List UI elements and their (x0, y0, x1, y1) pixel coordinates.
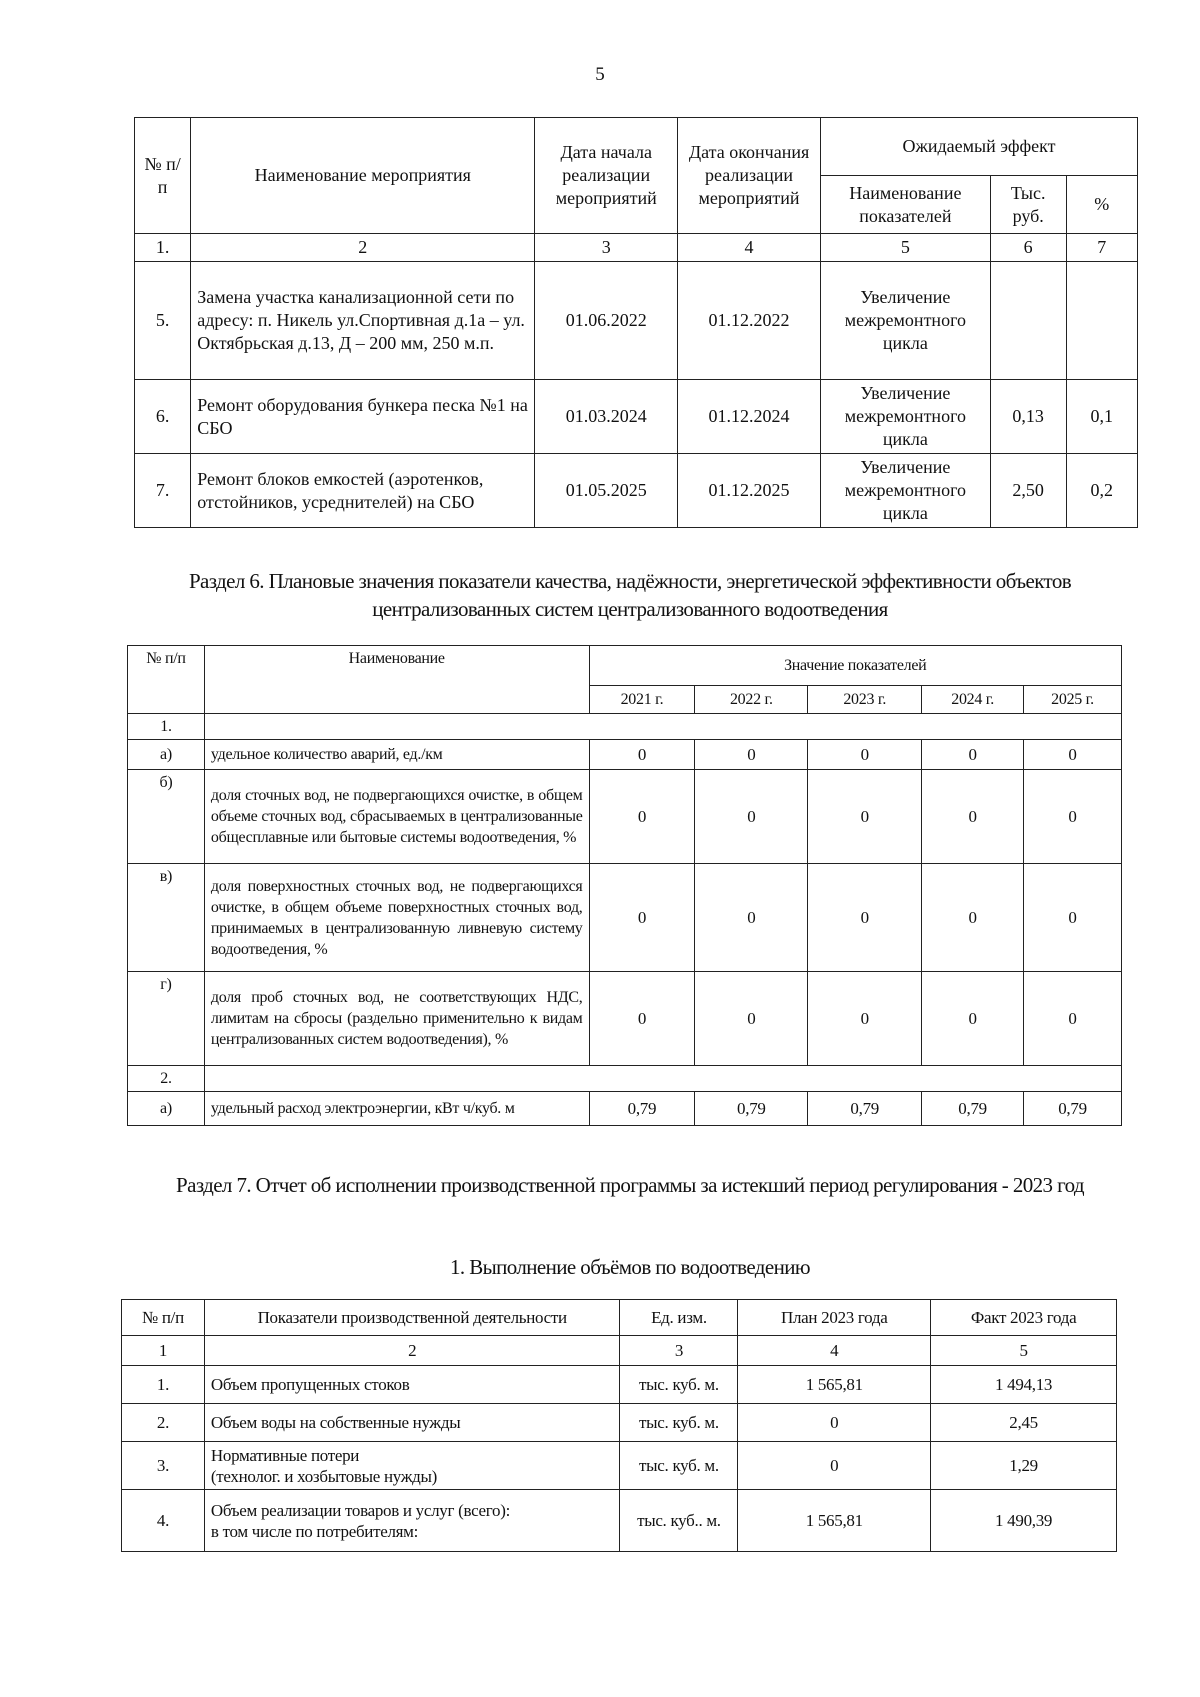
col-number-row (122, 1336, 1117, 1366)
col-number: 4 (738, 1336, 931, 1366)
row-value: 0,79 (1024, 1092, 1122, 1126)
row-num: в) (128, 864, 205, 972)
indicators-table (127, 645, 1122, 1126)
table-row (128, 1092, 1122, 1126)
activities-table (134, 117, 1138, 528)
row-name: Ремонт оборудования бункера песка №1 на СБО (191, 380, 535, 454)
col-number: 4 (678, 234, 821, 262)
row-num: а) (128, 740, 205, 770)
header-name: Наименование (204, 646, 589, 714)
col-number: 6 (990, 234, 1066, 262)
row-name: доля сточных вод, не подвергающихся очистке, в общем объеме сточных вод, сбрасываемых в централизованные общесплавные или бытовые системы водоотведения, % (204, 770, 589, 864)
row-name-cell (204, 1442, 620, 1490)
header-effect: Ожидаемый эффект (820, 118, 1137, 176)
row-name-note: (технолог. и хозбытовые нужды) (210, 1466, 438, 1486)
row-start: 01.05.2025 (535, 454, 678, 528)
row-pct (1066, 262, 1137, 380)
header-fact: Факт 2023 года (931, 1300, 1117, 1336)
row-pct: 0,2 (1066, 454, 1137, 528)
group-spacer (204, 714, 1121, 740)
table-row (128, 740, 1122, 770)
col-number-row (135, 234, 1138, 262)
row-indicator: Увеличение межремонтного цикла (820, 454, 990, 528)
group-row (128, 714, 1122, 740)
row-plan: 1 565,81 (738, 1490, 931, 1552)
row-value: 0 (1024, 770, 1122, 864)
section7-subtitle: 1. Выполнение объёмов по водоотведению (450, 1255, 810, 1279)
row-value: 0,79 (922, 1092, 1024, 1126)
col-number: 1. (135, 234, 191, 262)
group-row (128, 1066, 1122, 1092)
row-name: удельное количество аварий, ед./км (204, 740, 589, 770)
row-unit: тыс. куб. м. (620, 1442, 738, 1490)
row-value: 0 (1024, 972, 1122, 1066)
row-value: 0 (922, 864, 1024, 972)
section7-title: Раздел 7. Отчет об исполнении производственной программы за истекший период регулирования - 2023 год (176, 1173, 1084, 1197)
col-number: 5 (931, 1336, 1117, 1366)
row-value: 0 (695, 740, 808, 770)
col-number: 1 (122, 1336, 205, 1366)
row-num: 5. (135, 262, 191, 380)
row-plan: 1 565,81 (738, 1366, 931, 1404)
row-name: удельный расход электроэнергии, кВт ч/куб. м (204, 1092, 589, 1126)
header-num: № п/п (122, 1300, 205, 1336)
col-number: 2 (204, 1336, 620, 1366)
row-value: 0 (922, 972, 1024, 1066)
row-unit: тыс. куб. м. (620, 1404, 738, 1442)
table-row (128, 972, 1122, 1066)
row-fact: 1 490,39 (931, 1490, 1117, 1552)
row-num: б) (128, 770, 205, 864)
row-num: 7. (135, 454, 191, 528)
group-num: 2. (128, 1066, 205, 1092)
row-end: 01.12.2025 (678, 454, 821, 528)
row-value: 0 (589, 770, 695, 864)
row-name-note: в том числе по потребителям: (210, 1521, 419, 1541)
row-num: 1. (122, 1366, 205, 1404)
row-name: доля поверхностных сточных вод, не подвергающихся очистке, в общем объеме поверхностных сточных вод, принимаемых в централизованную ливневую систему водоотведения, % (204, 864, 589, 972)
row-name: Ремонт блоков емкостей (аэротенков, отстойников, усреднителей) на СБО (191, 454, 535, 528)
row-value: 0,79 (695, 1092, 808, 1126)
header-start: Дата начала реализации мероприятий (535, 118, 678, 234)
row-rub (990, 262, 1066, 380)
col-number: 5 (820, 234, 990, 262)
page-number: 5 (595, 64, 605, 85)
table-row (135, 262, 1138, 380)
row-name: Объем воды на собственные нужды (204, 1404, 620, 1442)
row-plan: 0 (738, 1404, 931, 1442)
header-year: 2022 г. (695, 686, 808, 714)
row-indicator: Увеличение межремонтного цикла (820, 380, 990, 454)
header-num: № п/п (128, 646, 205, 714)
col-number: 2 (191, 234, 535, 262)
row-value: 0 (808, 864, 922, 972)
row-unit: тыс. куб. м. (620, 1366, 738, 1404)
table-row (122, 1366, 1117, 1404)
header-name: Наименование мероприятия (191, 118, 535, 234)
row-pct: 0,1 (1066, 380, 1137, 454)
row-value: 0 (589, 864, 695, 972)
row-value: 0 (808, 770, 922, 864)
row-plan: 0 (738, 1442, 931, 1490)
row-name-cell (204, 1490, 620, 1552)
row-name: доля проб сточных вод, не соответствующих НДС, лимитам на сбросы (раздельно применительно к видам централизованных систем водоотведения), % (204, 972, 589, 1066)
row-num: 2. (122, 1404, 205, 1442)
row-fact: 2,45 (931, 1404, 1117, 1442)
row-value: 0 (695, 972, 808, 1066)
row-value: 0 (922, 770, 1024, 864)
row-rub: 0,13 (990, 380, 1066, 454)
header-year: 2025 г. (1024, 686, 1122, 714)
group-num: 1. (128, 714, 205, 740)
header-end: Дата окончания реализации мероприятий (678, 118, 821, 234)
table-row (122, 1442, 1117, 1490)
row-name: Нормативные потери (210, 1445, 360, 1465)
section6-title: Раздел 6. Плановые значения показатели качества, надёжности, энергетической эффективности объектов централизованных систем централизованного водоотведения (188, 569, 1072, 621)
col-number: 3 (620, 1336, 738, 1366)
col-number: 3 (535, 234, 678, 262)
row-value: 0 (695, 770, 808, 864)
header-year: 2021 г. (589, 686, 695, 714)
row-value: 0 (808, 740, 922, 770)
header-pct: % (1066, 176, 1137, 234)
row-num: 6. (135, 380, 191, 454)
table-row (122, 1490, 1117, 1552)
table-row (135, 454, 1138, 528)
row-num: 4. (122, 1490, 205, 1552)
col-number: 7 (1066, 234, 1137, 262)
row-name: Замена участка канализационной сети по адресу: п. Никель ул.Спортивная д.1а – ул. Октябрьская д.13, Д – 200 мм, 250 м.п. (191, 262, 535, 380)
row-num: 3. (122, 1442, 205, 1490)
row-name: Объем реализации товаров и услуг (всего): (210, 1500, 511, 1520)
table-row (128, 770, 1122, 864)
row-name: Объем пропущенных стоков (204, 1366, 620, 1404)
row-fact: 1 494,13 (931, 1366, 1117, 1404)
header-indicator: Наименование показателей (820, 176, 990, 234)
row-value: 0,79 (589, 1092, 695, 1126)
row-start: 01.03.2024 (535, 380, 678, 454)
header-year: 2023 г. (808, 686, 922, 714)
header-values: Значение показателей (589, 646, 1122, 686)
row-value: 0 (922, 740, 1024, 770)
row-end: 01.12.2022 (678, 262, 821, 380)
row-fact: 1,29 (931, 1442, 1117, 1490)
header-num: № п/п (135, 118, 191, 234)
header-indicator: Показатели производственной деятельности (204, 1300, 620, 1336)
header-rub: Тыс. руб. (990, 176, 1066, 234)
row-num: а) (128, 1092, 205, 1126)
table-row (135, 380, 1138, 454)
row-value: 0 (589, 740, 695, 770)
row-value: 0 (695, 864, 808, 972)
row-start: 01.06.2022 (535, 262, 678, 380)
row-value: 0,79 (808, 1092, 922, 1126)
row-value: 0 (589, 972, 695, 1066)
group-spacer (204, 1066, 1121, 1092)
row-end: 01.12.2024 (678, 380, 821, 454)
table-row (122, 1404, 1117, 1442)
row-indicator: Увеличение межремонтного цикла (820, 262, 990, 380)
row-num: г) (128, 972, 205, 1066)
row-unit: тыс. куб.. м. (620, 1490, 738, 1552)
header-year: 2024 г. (922, 686, 1024, 714)
row-rub: 2,50 (990, 454, 1066, 528)
row-value: 0 (1024, 740, 1122, 770)
row-value: 0 (1024, 864, 1122, 972)
row-value: 0 (808, 972, 922, 1066)
table-row (128, 864, 1122, 972)
header-plan: План 2023 года (738, 1300, 931, 1336)
volumes-table (121, 1299, 1117, 1552)
header-unit: Ед. изм. (620, 1300, 738, 1336)
